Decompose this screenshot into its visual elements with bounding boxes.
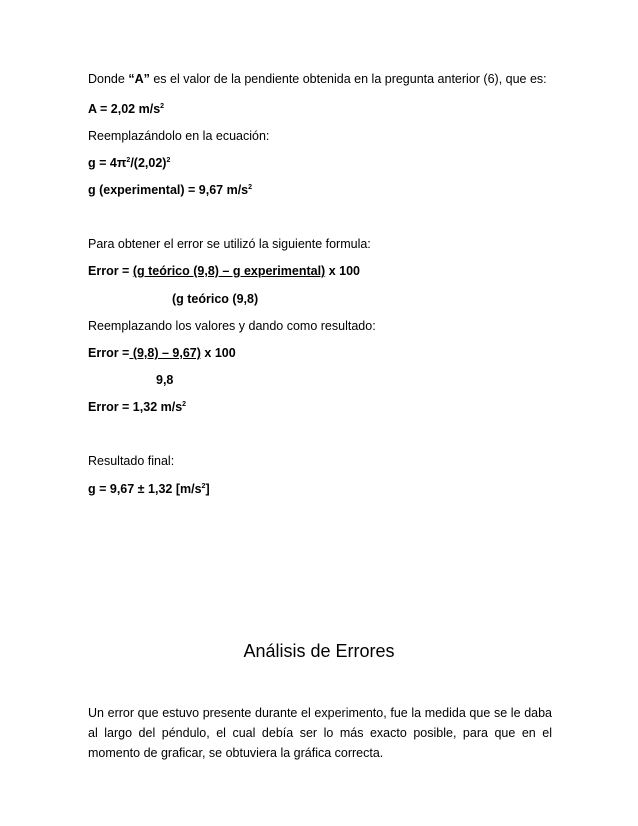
replace-values-intro: Reemplazando los valores y dando como resultado: [88, 319, 376, 333]
final-label: Resultado final: [88, 454, 175, 468]
superscript: 2 [248, 184, 253, 191]
final-value-text: g = 9,67 ± 1,32 [m/s [88, 482, 202, 496]
error-intro: Para obtener el error se utilizó la siguiente formula: [88, 237, 371, 251]
superscript: 2 [201, 483, 206, 490]
closing-bracket: ] [205, 482, 210, 496]
text-fragment: es el valor de la pendiente obtenida en la pregunta anterior (6), que es: [149, 72, 547, 86]
quoted-variable: “A” [128, 72, 150, 86]
error-result-text: Error = 1,32 m/s [88, 400, 183, 414]
formula-part: Error = [88, 264, 133, 278]
superscript: 2 [182, 401, 187, 408]
slope-value-text: A = 2,02 m/s [88, 102, 161, 116]
formula-part: x 100 [200, 346, 236, 360]
analysis-paragraph: Un error que estuvo presente durante el experimento, fue la medida que se le daba al largo del péndulo, el cual debía ser lo más exacto posible, para que en el momento de graficar, se obtuviera la gráfica correcta. [88, 706, 552, 760]
error-formula-denominator: (g teórico (9,8) [172, 292, 259, 306]
replace-intro: Reemplazándolo en la ecuación: [88, 129, 270, 143]
error-formula [88, 263, 360, 279]
text-fragment: Donde [88, 72, 129, 86]
formula-part: /(2,02) [130, 156, 167, 170]
error-calc [88, 345, 236, 361]
superscript: 2 [126, 157, 131, 164]
formula-part: Error = [88, 346, 130, 360]
formula-part: x 100 [325, 264, 360, 278]
final-value [88, 481, 210, 497]
calc-numerator: (9,8) – 9,67) [129, 346, 201, 360]
superscript: 2 [160, 103, 165, 110]
g-experimental [88, 182, 252, 198]
g-experimental-text: g (experimental) = 9,67 m/s [88, 183, 249, 197]
formula-numerator: (g teórico (9,8) – g experimental) [132, 264, 326, 278]
g-formula [88, 155, 170, 171]
section-heading: Análisis de Errores [243, 641, 395, 661]
formula-part: g = 4π [88, 156, 127, 170]
error-calc-denominator: 9,8 [156, 373, 174, 387]
error-result [88, 399, 186, 415]
superscript: 2 [166, 157, 171, 164]
slope-value [88, 101, 164, 117]
slope-description [88, 71, 547, 87]
